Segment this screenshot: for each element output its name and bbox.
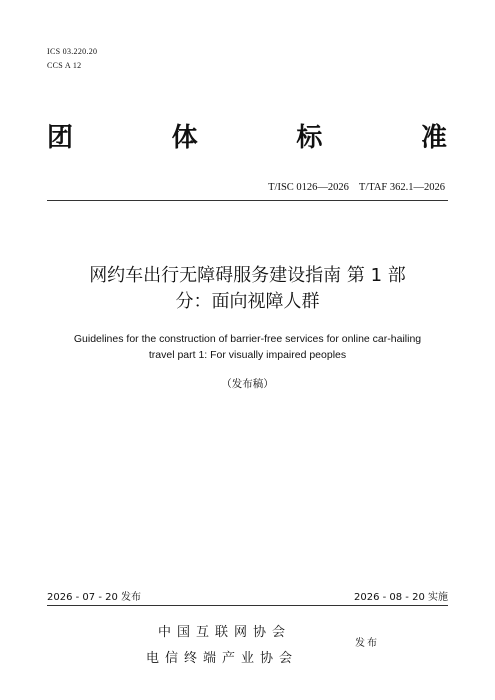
- implement-date: 2026 - 08 - 20 实施: [353, 592, 448, 603]
- ics-code: ICS 03.220.20: [47, 47, 98, 56]
- publish-date: 2026 - 07 - 20 发布: [47, 592, 142, 603]
- english-title-line-1: Guidelines for the construction of barrier-free services for online car-hailing: [73, 333, 422, 345]
- standard-type-char-3: 标: [296, 123, 323, 153]
- standard-type-char-2: 体: [171, 123, 198, 153]
- ccs-code: CCS A 12: [47, 61, 82, 70]
- standard-number-primary: T/ISC 0126—2026: [268, 182, 349, 193]
- top-divider: [47, 200, 448, 201]
- issuer-organization-1: 中国互联网协会: [158, 625, 292, 640]
- english-title-line-2: travel part 1: For visually impaired peoples: [148, 349, 347, 361]
- standard-numbers: [268, 181, 445, 195]
- bottom-divider: [47, 605, 448, 606]
- standard-type-heading: [47, 118, 447, 158]
- english-title: [47, 331, 448, 363]
- draft-label: （发布稿）: [221, 378, 274, 390]
- standard-number-secondary: T/TAF 362.1—2026: [358, 182, 445, 193]
- issuer-organization-2: 电信终端产业协会: [146, 651, 299, 666]
- standard-type-char-1: 团: [47, 123, 74, 153]
- standard-type-char-4: 准: [420, 123, 447, 153]
- issue-label: 发布: [355, 638, 379, 649]
- chinese-title: [47, 263, 448, 315]
- chinese-title-line-1: 网约车出行无障碍服务建设指南 第 1 部: [89, 265, 406, 286]
- chinese-title-line-2: 分：面向视障人群: [175, 291, 320, 312]
